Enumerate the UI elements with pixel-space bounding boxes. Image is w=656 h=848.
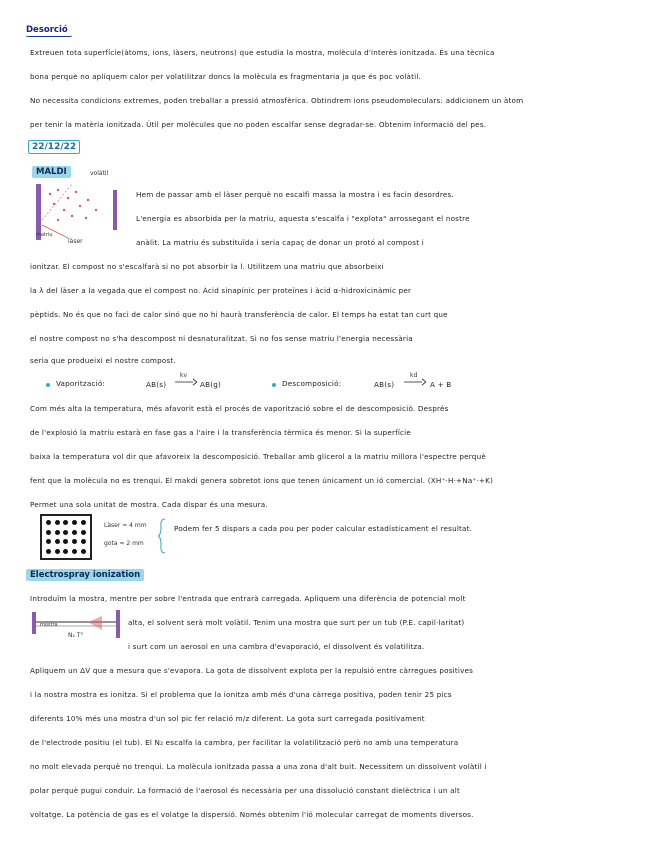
paragraph-line: L'energia es absorbida per la matriu, aquesta s'escalfa i "explota" arrossegant el nostre (136, 214, 470, 223)
electrode-icon (32, 612, 36, 634)
plate-label-drop: gota ≈ 2 mm (104, 540, 144, 547)
bullet-label: Vaporització: (56, 379, 106, 388)
plate-label-laser: Làser ≈ 4 mm (104, 522, 147, 529)
paragraph-line: anàlit. La matriu és substituïda i seria capaç de donar un protó al compost i (136, 238, 424, 247)
paragraph-line: bona perquè no apliquem calor per volatilitzar doncs la molècula es fragmentaria ja que és poc volàtil. (30, 72, 422, 81)
equation-left: AB(s) (146, 380, 167, 389)
paragraph-line: alta, el solvent serà molt volàtil. Tenim una mostra que surt per un tub (P.E. capil·laritat) (128, 618, 465, 627)
section-title-desorcio: Desorció (26, 24, 72, 37)
plate-note: Podem fer 5 dispars a cada pou per poder calcular estadísticament el resultat. (174, 524, 473, 533)
label-laser: làser (68, 238, 83, 245)
paragraph-line: fent que la molècula no es trenqui. El makdi genera sobretot ions que tenen únicament un ió comercial. (XH⁺·H·+Na⁺·+K) (30, 476, 494, 485)
paragraph-line: seria que produeixi el nostre compost. (30, 356, 176, 365)
arrow-right-icon (404, 378, 426, 386)
section-title-esi: Electrospray ionization (26, 569, 144, 581)
equation-left: AB(s) (374, 380, 395, 389)
date-box: 22/12/22 (28, 140, 80, 154)
paragraph-line: polar perquè pugui conduir. La formació de l'aerosol és necessària per una dissolució constant dielèctrica i un alt (30, 786, 460, 795)
label-mostra: mostra (40, 622, 58, 628)
bullet-icon (272, 383, 276, 387)
paragraph-line: Apliquem un ΔV que a mesura que s'evapora. La gota de dissolvent explota per la repulsió entre càrregues positives (30, 666, 474, 675)
paragraph-line: pèptids. No és que no faci de calor sinó que no hi haurà transferència de calor. El temps ha estat tan curt que (30, 310, 448, 319)
label-volatil: volátil (90, 170, 109, 177)
label-matriu: matriu (36, 232, 53, 238)
paragraph-line: Hem de passar amb el làser perquè no escalfi massa la mostra i es facin desordres. (136, 190, 454, 199)
equation-right: AB(g) (200, 380, 222, 389)
paragraph-line: i la nostra mostra es ionitza. Si el problema que la ionitza amb més d'una càrrega positiva, poden tenir 25 pics (30, 690, 452, 699)
detector-plate-icon (113, 190, 117, 230)
paragraph-line: no molt elevada perquè no trenqui. La molècula ionitzada passa a una zona d'alt buit. Necessitem un dissolvent volàtil i (30, 762, 487, 771)
brace-icon (158, 518, 166, 554)
paragraph-line: baixa la temperatura vol dir que afavoreix la descomposició. Treballar amb glicerol a la matriu millora l'espectre perquè (30, 452, 486, 461)
section-title-maldi: MALDI (32, 166, 71, 178)
maldi-plate-icon (40, 514, 92, 560)
paragraph-line: i surt com un aerosol en una cambra d'evaporació, el dissolvent és volatilitza. (128, 642, 425, 651)
paragraph-line: voltatge. La potència de gas es el volatge la dispersió. Només obtenim l'ió molecular carregat de moments diversos. (30, 810, 474, 819)
paragraph-line: el nostre compost no s'ha descompost ni desnaturalitzat. Si no fos sense matriu l'energia necessària (30, 334, 413, 343)
cone-icon (116, 610, 120, 638)
paragraph-line: diferents 10% més una mostra d'un sol pic fer relació m/z diferent. La gota surt carregada positivament (30, 714, 425, 723)
paragraph-line: ionitzar. El compost no s'escalfarà si no pot absorbir la l. Utilitzem una matriu que absorbeixi (30, 262, 384, 271)
arrow-right-icon (175, 378, 197, 386)
paragraph-line: la λ del làser a la vegada que el compost no. Àcid sinapínic per proteïnes i àcid α-hidroxicinàmic per (30, 286, 412, 295)
equation-right: A + B (430, 380, 452, 389)
paragraph-line: de l'explosió la matriu estarà en fase gas a l'aire i la transferència tèrmica és menor. Si la superfície (30, 428, 411, 437)
label-n2-temp: N₂ T° (68, 632, 84, 639)
paragraph-line: Permet una sola unitat de mostra. Cada dispar és una mesura. (30, 500, 268, 509)
paragraph-line: de l'electrode positiu (el tub). El N₂ escalfa la cambra, per facilitar la volatilització però no amb una temperatura (30, 738, 459, 747)
bullet-label: Descomposició: (282, 379, 342, 388)
paragraph-line: per tenir la matèria ionitzada. Útil per molècules que no poden escalfar sense degradar-se. Obtenim informació del pes. (30, 120, 487, 129)
bullet-icon (46, 383, 50, 387)
paragraph-line: Introduïm la mostra, mentre per sobre l'entrada que entrarà carregada. Apliquem una diferència de potencial molt (30, 594, 466, 603)
paragraph-line: Extreuen tota superfície(àtoms, ions, làsers, neutrons) que estudia la mostra, molècula d'interès ionitzada. És una tècnica (30, 48, 495, 57)
paragraph-line: No necessita condicions extremes, poden treballar a pressió atmosfèrica. Obtindrem ions pseudomoleculars: addicionem un àtom (30, 96, 524, 105)
equation-arrow-label: kv (180, 372, 188, 379)
equation-arrow-label: kd (410, 372, 418, 379)
paragraph-line: Com més alta la temperatura, més afavorit està el procés de vaporització sobre el de descomposició. Després (30, 404, 449, 413)
